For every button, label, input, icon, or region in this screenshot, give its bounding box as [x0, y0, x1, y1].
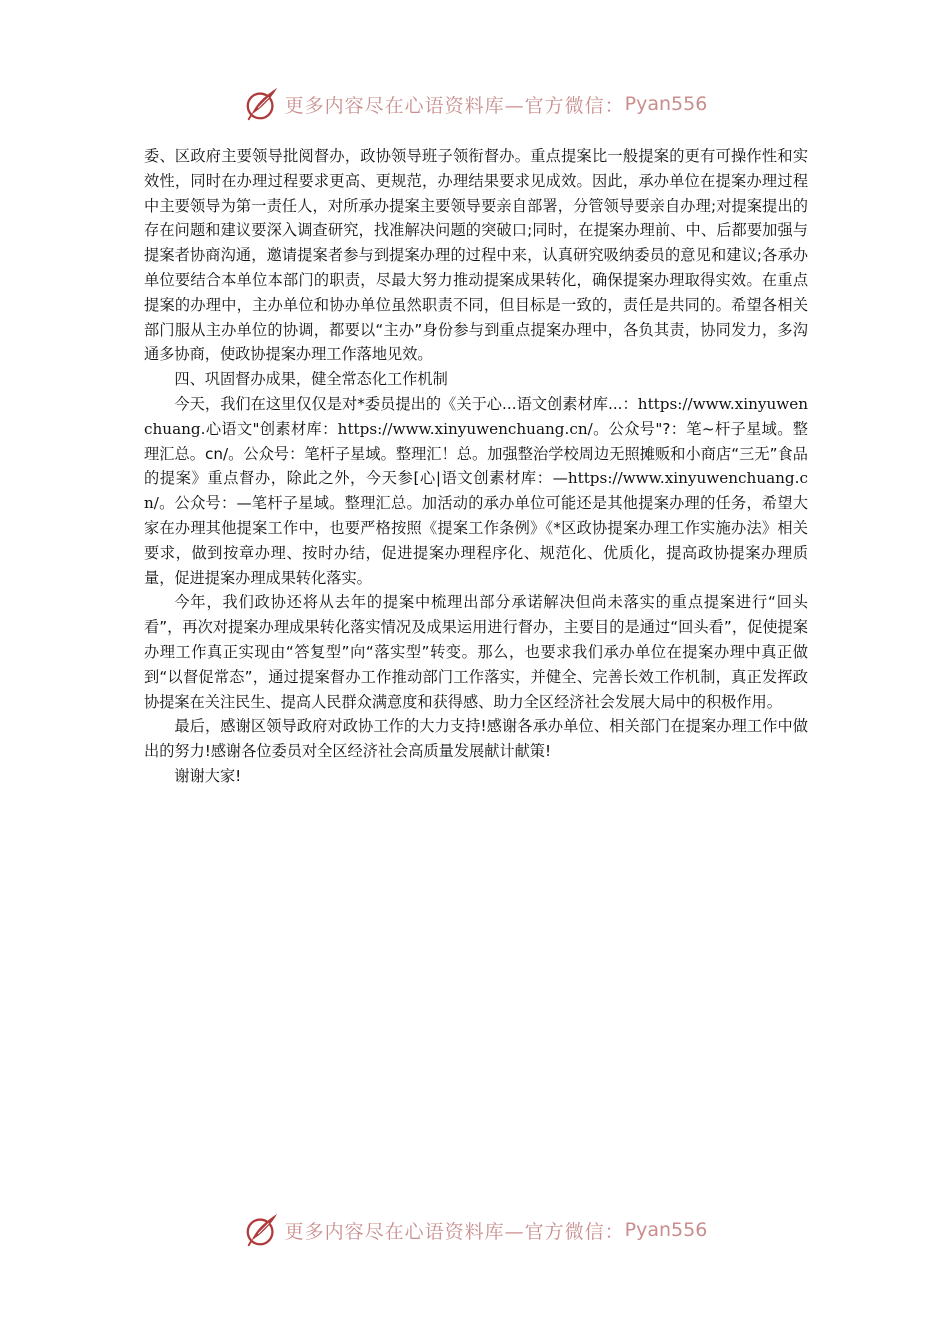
url-link-3: https://www.xinyuwenchuang.cn/: [144, 469, 808, 513]
paragraph-3: [144, 392, 808, 590]
footer-watermark-text: 更多内容尽在心语资料库—官方微信：: [284, 1220, 625, 1243]
paragraph-3-part-c: 。公众号"?：笔~杆子星域。整理汇总。cn/。公众号：笔杆子星域。整理汇！总。加强整治学校周边无照摊贩和小商店“三无”食品的提案》重点督办，除此之外，今天参[心|语文创素材库：—: [144, 419, 808, 488]
quill-pen-logo-icon: [243, 1211, 281, 1249]
paragraph-3-part-a: 今天，我们在这里仅仅是对*委员提出的《关于心...语文创素材库...：: [174, 394, 638, 413]
paragraph-3-part-d: 。公众号：—笔杆子星域。整理汇总。加活动的承办单位可能还是其他提案办理的任务，希望大家在办理其他提案工作中，也要严格按照《提案工作条例》《*区政协提案办理工作实施办法》相关要求，做到按章办理、按时办结，促进提案办理程序化、规范化、优质化，提高政协提案办理质量，促进提案办理成果转化落实。: [144, 494, 808, 587]
paragraph-4: 今年，我们政协还将从去年的提案中梳理出部分承诺解决但尚未落实的重点提案进行“回头看”，再次对提案办理成果转化落实情况及成果运用进行督办，主要目的是通过“回头看”，促使提案办理工作真正实现由“答复型”向“落实型”转变。那么，也要求我们承办单位在提案办理中真正做到“以督促常态”，通过提案督办工作推动部门工作落实，并健全、完善长效工作机制，真正发挥政协提案在关注民生、提高人民群众满意度和获得感、助力全区经济社会发展大局中的积极作用。: [144, 593, 808, 711]
paragraph-6: 谢谢大家!: [174, 766, 242, 785]
paragraph-3-part-b: 心语文"创素材库：: [205, 419, 338, 438]
document-body: [144, 144, 808, 789]
paragraph-1: 委、区政府主要领导批阅督办，政协领导班子领衔督办。重点提案比一般提案的更有可操作性和实效性，同时在办理过程要求更高、更规范，办理结果要求见成效。因此，承办单位在提案办理过程中主要领导为第一责任人，对所承办提案主要领导要亲自部署，分管领导要亲自办理;对提案提出的存在问题和建议要深入调查研究，找准解决问题的突破口;同时，在提案办理前、中、后都要加强与提案者协商沟通，邀请提案者参与到提案办理的过程中来，认真研究吸纳委员的意见和建议;各承办单位要结合本单位本部门的职责，尽最大努力推动提案成果转化，确保提案办理取得实效。在重点提案的办理中，主办单位和协办单位虽然职责不同，但目标是一致的，责任是共同的。希望各相关部门服从主办单位的协调，都要以“主办”身份参与到重点提案办理中，各负其责，协同发力，多沟通多协商，使政协提案办理工作落地见效。: [144, 147, 808, 364]
paragraph-5: 最后，感谢区领导政府对政协工作的大力支持!感谢各承办单位、相关部门在提案办理工作中做出的努力!感谢各位委员对全区经济社会高质量发展献计献策!: [144, 717, 808, 761]
url-link-2: https://www.xinyuwenchuang.cn/: [337, 419, 593, 438]
header-watermark-id: Pyan556: [624, 93, 708, 115]
url-link-1: https://www.xinyuwenchuang.: [144, 394, 808, 438]
footer-watermark: [0, 1208, 950, 1252]
quill-pen-logo-icon: [243, 85, 281, 123]
header-watermark: [0, 82, 950, 126]
section-heading-4: 四、巩固督办成果，健全常态化工作机制: [174, 370, 448, 389]
footer-watermark-id: Pyan556: [624, 1219, 708, 1241]
header-watermark-text: 更多内容尽在心语资料库—官方微信：: [284, 94, 625, 117]
